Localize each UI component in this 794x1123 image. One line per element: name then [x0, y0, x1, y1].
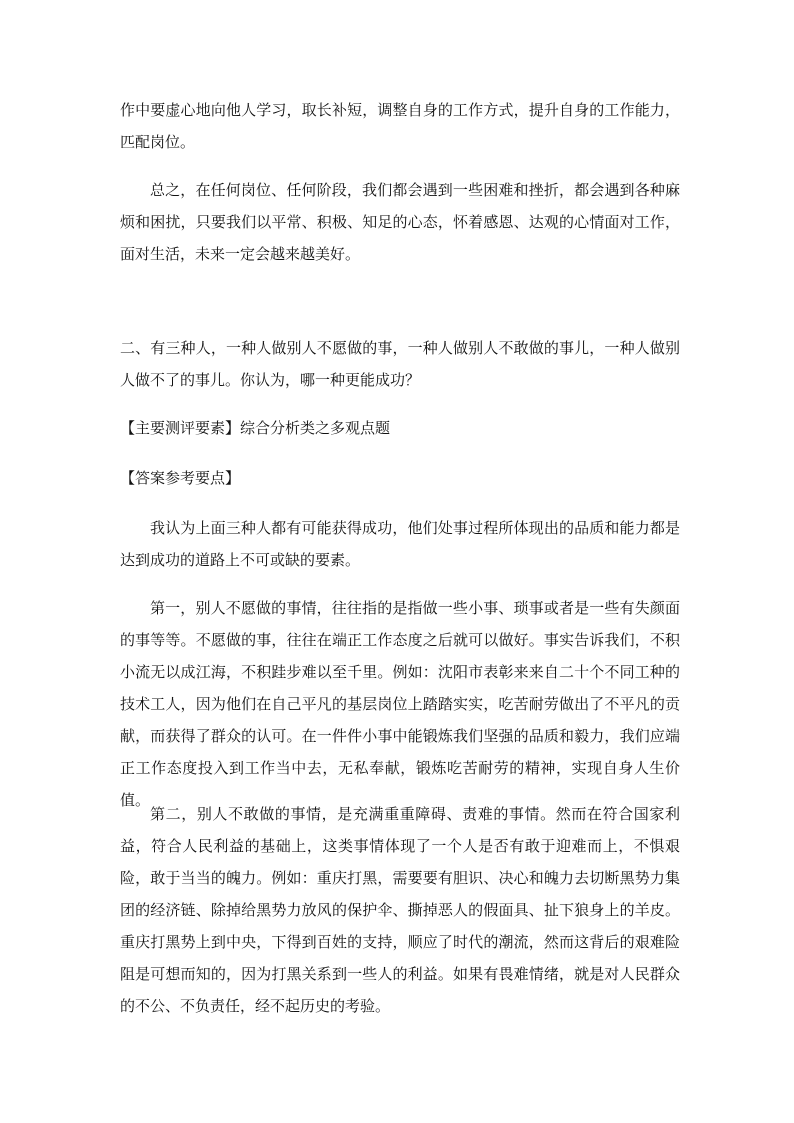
evaluation-elements-label: 【主要测评要素】综合分析类之多观点题 [120, 419, 391, 437]
question-heading: 二、有三种人，一种人做别人不愿做的事，一种人做别人不敢做的事儿，一种人做别人做不了的事儿。你认为，哪一种更能成功？ [120, 339, 680, 389]
paragraph-second-point: 第二，别人不敢做的事情，是充满重重障碍、责难的事情。然而在符合国家利益，符合人民利益的基础上，这类事情体现了一个人是否有敢于迎难而上，不惧艰险，敢于当当的魄力。例如：重庆打黑，需要要有胆识、决心和魄力去切断黑势力集团的经济链、除掉给黑势力放风的保护伞、撕掉恶人的假面具、扯下狼身上的羊皮。重庆打黑势上到中央，下得到百姓的支持，顺应了时代的潮流，然而这背后的艰难险阻是可想而知的，因为打黑关系到一些人的利益。如果有畏难情绪，就是对人民群众的不公、不负责任，经不起历史的考验。 [120, 805, 680, 1015]
paragraph-intro: 我认为上面三种人都有可能获得成功，他们处事过程所体现出的品质和能力都是达到成功的道路上不可或缺的要素。 [120, 519, 680, 569]
answer-points-label: 【答案参考要点】 [120, 469, 241, 487]
paragraph-continuation: 作中要虚心地向他人学习，取长补短，调整自身的工作方式，提升自身的工作能力，匹配岗位。 [120, 101, 680, 151]
paragraph-first-point: 第一，别人不愿做的事情，往往指的是指做一些小事、琐事或者是一些有失颜面的事等等。不愿做的事，往往在端正工作态度之后就可以做好。事实告诉我们，不积小流无以成江海，不积跬步难以至千里。例如：沈阳市表彰来来自二十个不同工种的技术工人，因为他们在自己平凡的基层岗位上踏踏实实，吃苦耐劳做出了不平凡的贡献，而获得了群众的认可。在一件件小事中能锻炼我们坚强的品质和毅力，我们应端正工作态度投入到工作当中去，无私奉献，锻炼吃苦耐劳的精神，实现自身人生价值。 [120, 599, 680, 809]
paragraph-conclusion: 总之，在任何岗位、任何阶段，我们都会遇到一些困难和挫折，都会遇到各种麻烦和困扰，只要我们以平常、积极、知足的心态，怀着感恩、达观的心情面对工作，面对生活，未来一定会越来越美好。 [120, 181, 680, 263]
